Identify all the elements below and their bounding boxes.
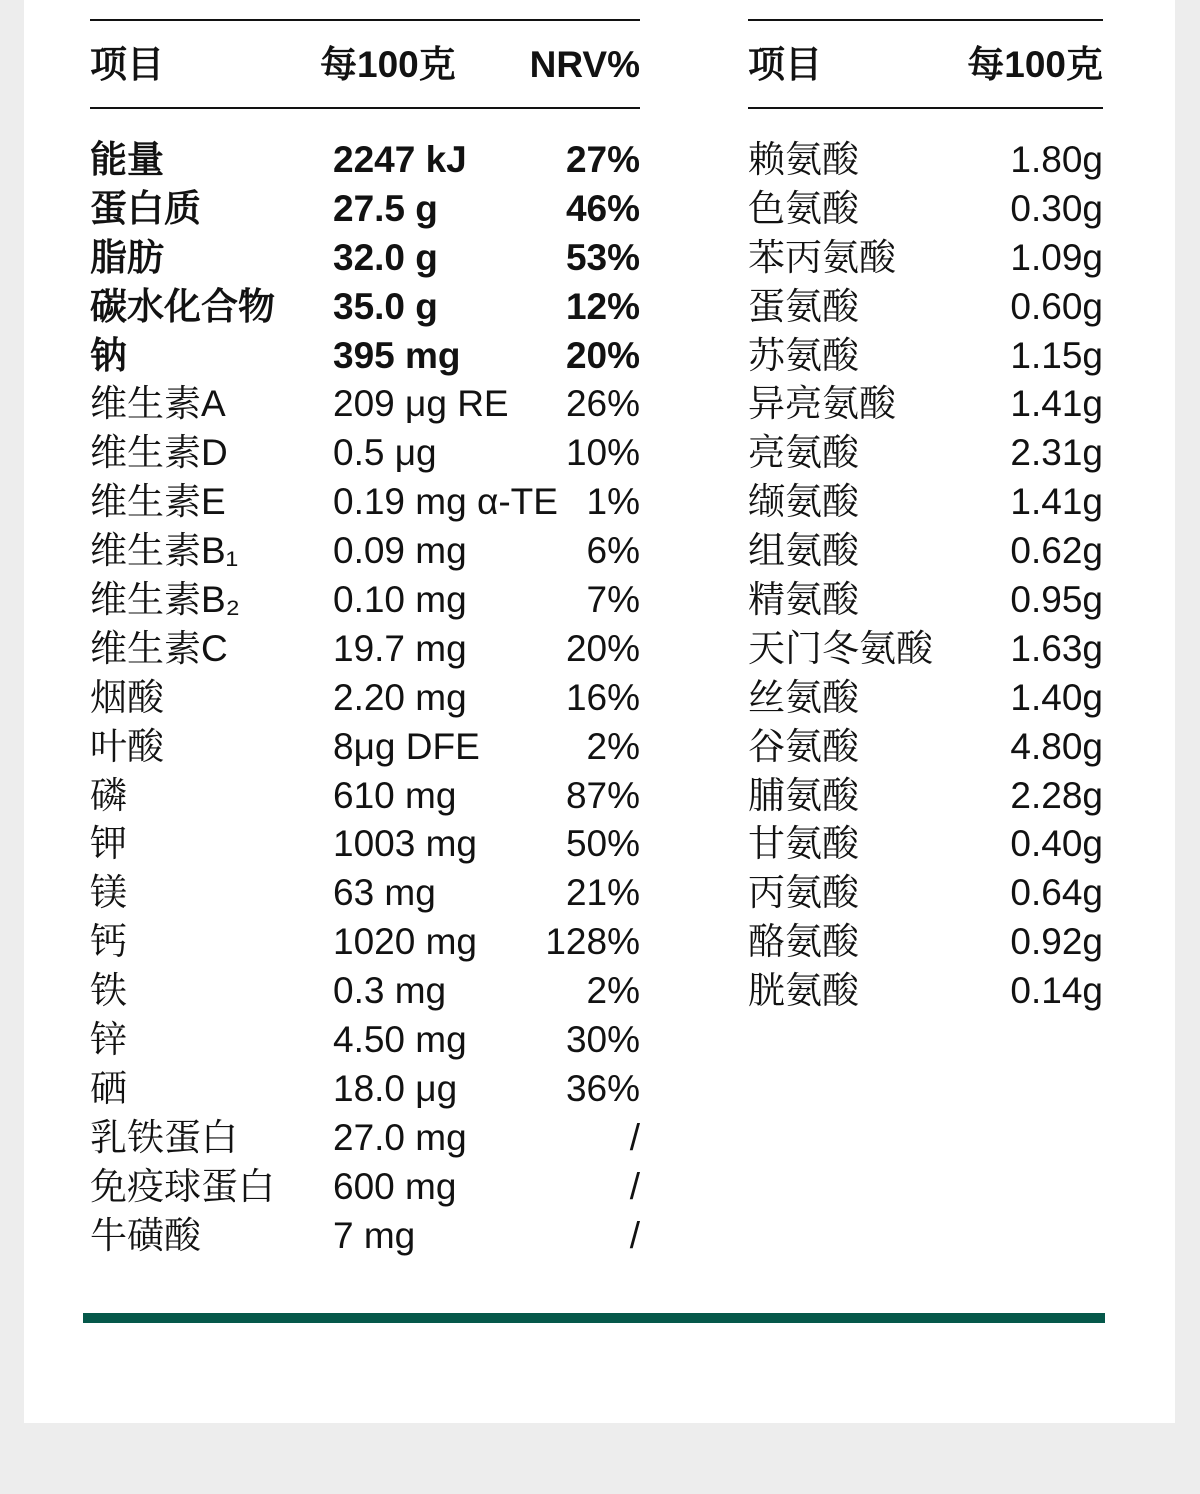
- nutrient-nrv-cell: 50%: [565, 823, 640, 865]
- amino-acid-name-cell: 色氨酸: [748, 187, 859, 229]
- table-row: [748, 624, 1103, 673]
- table-row: [90, 1015, 640, 1064]
- nutrient-nrv-cell: 27%: [565, 138, 640, 180]
- amino-acid-value-cell: 1.40g: [1010, 676, 1103, 718]
- table-row: [748, 575, 1103, 624]
- table-row: [748, 868, 1103, 917]
- table-row: [90, 1064, 640, 1113]
- amino-acid-name-cell: 脯氨酸: [748, 774, 859, 816]
- table-row: [748, 477, 1103, 526]
- table-row: [90, 1113, 640, 1162]
- nutrient-nrv-cell: 7%: [586, 578, 640, 620]
- nutrient-nrv-cell: 20%: [565, 334, 640, 376]
- amino-acid-name-cell: 天门冬氨酸: [748, 627, 933, 669]
- header-nrv: NRV%: [529, 43, 640, 85]
- nutrient-name-cell: 维生素B₂: [90, 578, 241, 620]
- page-gutter-left: [0, 0, 24, 1423]
- nutrient-name-cell: 维生素A: [90, 383, 226, 425]
- amino-acid-name-cell: 组氨酸: [748, 530, 859, 572]
- nutrient-name-cell: 蛋白质: [90, 187, 201, 229]
- amino-acid-name-cell: 赖氨酸: [748, 138, 859, 180]
- nutrient-value-cell: 27.0 mg: [333, 1116, 467, 1158]
- nutrient-value-cell: 18.0 μg: [333, 1067, 458, 1109]
- amino-acid-value-cell: 1.15g: [1010, 334, 1103, 376]
- table-row: [90, 722, 640, 771]
- table-row: [748, 428, 1103, 477]
- table-row: [90, 379, 640, 428]
- nutrient-name-cell: 镁: [90, 872, 127, 914]
- table-row: [748, 771, 1103, 820]
- amino-acid-value-cell: 1.80g: [1010, 138, 1103, 180]
- nutrient-nrv-cell: 1%: [586, 481, 640, 523]
- table-row: [90, 526, 640, 575]
- nutrient-value-cell: 8μg DFE: [333, 725, 480, 767]
- nutrient-nrv-cell: 12%: [565, 285, 640, 327]
- nutrient-nrv-cell: /: [629, 1165, 640, 1207]
- amino-acid-name-cell: 异亮氨酸: [748, 383, 896, 425]
- table-row: [90, 331, 640, 380]
- nutrient-value-cell: 4.50 mg: [333, 1018, 467, 1060]
- nutrient-value-cell: 0.19 mg α-TE: [333, 481, 558, 523]
- nutrient-name-cell: 叶酸: [90, 725, 164, 767]
- amino-acid-value-cell: 0.30g: [1010, 187, 1103, 229]
- amino-acid-value-cell: 1.63g: [1010, 627, 1103, 669]
- amino-acid-value-cell: 0.92g: [1010, 921, 1103, 963]
- amino-acid-value-cell: 1.09g: [1010, 236, 1103, 278]
- nutrient-name-cell: 钾: [90, 823, 127, 865]
- nutrient-value-cell: 0.3 mg: [333, 970, 447, 1012]
- nutrient-name-cell: 锌: [90, 1018, 127, 1060]
- nutrient-name-cell: 能量: [90, 138, 164, 180]
- header-item: 项目: [748, 43, 822, 85]
- nutrient-value-cell: 1020 mg: [333, 921, 477, 963]
- nutrient-name-cell: 维生素D: [90, 432, 228, 474]
- nutrient-name-cell: 烟酸: [90, 676, 164, 718]
- divider-accent-bar: [83, 1313, 1105, 1323]
- amino-acid-name-cell: 丝氨酸: [748, 676, 859, 718]
- table-row: [90, 1211, 640, 1260]
- table-row: [748, 184, 1103, 233]
- amino-acid-value-cell: 0.64g: [1010, 872, 1103, 914]
- nutrient-name-cell: 钠: [90, 334, 127, 376]
- table-row: [748, 673, 1103, 722]
- nutrition-table-body: [90, 109, 640, 1259]
- amino-acid-value-cell: 0.95g: [1010, 578, 1103, 620]
- nutrient-name-cell: 维生素E: [90, 481, 226, 523]
- amino-acid-value-cell: 0.40g: [1010, 823, 1103, 865]
- table-row: [90, 575, 640, 624]
- table-row: [748, 966, 1103, 1015]
- nutrient-value-cell: 32.0 g: [333, 236, 438, 278]
- page-gutter-bottom: [0, 1423, 1200, 1494]
- table-row: [748, 526, 1103, 575]
- nutrient-name-cell: 牛磺酸: [90, 1214, 201, 1256]
- table-row: [90, 966, 640, 1015]
- nutrient-value-cell: 7 mg: [333, 1214, 416, 1256]
- amino-acid-value-cell: 1.41g: [1010, 481, 1103, 523]
- amino-acid-table-body: [748, 109, 1103, 1015]
- header-item: 项目: [90, 43, 164, 85]
- table-row: [748, 331, 1103, 380]
- table-row: [90, 477, 640, 526]
- nutrient-value-cell: 27.5 g: [333, 187, 438, 229]
- header-per100g: 每100克: [967, 43, 1103, 85]
- nutrient-name-cell: 铁: [90, 970, 127, 1012]
- nutrient-nrv-cell: /: [629, 1214, 640, 1256]
- table-row: [748, 135, 1103, 184]
- amino-acid-name-cell: 苏氨酸: [748, 334, 859, 376]
- amino-acid-table-header-row: [748, 21, 1103, 107]
- nutrient-nrv-cell: 6%: [586, 530, 640, 572]
- nutrient-nrv-cell: /: [629, 1116, 640, 1158]
- amino-acid-name-cell: 酪氨酸: [748, 921, 859, 963]
- nutrient-nrv-cell: 36%: [565, 1067, 640, 1109]
- table-row: [748, 722, 1103, 771]
- nutrient-value-cell: 209 μg RE: [333, 383, 509, 425]
- nutrient-name-cell: 免疫球蛋白: [90, 1165, 275, 1207]
- nutrient-name-cell: 维生素C: [90, 627, 228, 669]
- table-row: [90, 135, 640, 184]
- table-row: [748, 282, 1103, 331]
- nutrient-name-cell: 乳铁蛋白: [90, 1116, 238, 1158]
- nutrient-value-cell: 2.20 mg: [333, 676, 467, 718]
- nutrient-value-cell: 0.10 mg: [333, 578, 467, 620]
- nutrient-name-cell: 碳水化合物: [90, 285, 275, 327]
- amino-acid-name-cell: 缬氨酸: [748, 481, 859, 523]
- amino-acid-value-cell: 2.28g: [1010, 774, 1103, 816]
- amino-acid-name-cell: 丙氨酸: [748, 872, 859, 914]
- nutrient-nrv-cell: 128%: [545, 921, 640, 963]
- nutrient-value-cell: 63 mg: [333, 872, 436, 914]
- nutrient-nrv-cell: 30%: [565, 1018, 640, 1060]
- nutrient-value-cell: 610 mg: [333, 774, 457, 816]
- table-row: [90, 233, 640, 282]
- amino-acid-name-cell: 苯丙氨酸: [748, 236, 896, 278]
- page-gutter-right: [1175, 0, 1200, 1423]
- nutrient-value-cell: 35.0 g: [333, 285, 438, 327]
- nutrient-nrv-cell: 16%: [565, 676, 640, 718]
- nutrient-name-cell: 脂肪: [90, 236, 164, 278]
- nutrient-nrv-cell: 21%: [565, 872, 640, 914]
- table-row: [90, 673, 640, 722]
- header-per100g: 每100克: [320, 43, 456, 85]
- nutrition-table: [90, 19, 640, 1259]
- nutrient-value-cell: 1003 mg: [333, 823, 477, 865]
- nutrient-value-cell: 0.09 mg: [333, 530, 467, 572]
- table-row: [90, 624, 640, 673]
- nutrient-nrv-cell: 20%: [565, 627, 640, 669]
- nutrient-value-cell: 600 mg: [333, 1165, 457, 1207]
- amino-acid-name-cell: 蛋氨酸: [748, 285, 859, 327]
- table-row: [748, 917, 1103, 966]
- amino-acid-name-cell: 亮氨酸: [748, 432, 859, 474]
- nutrient-nrv-cell: 46%: [565, 187, 640, 229]
- amino-acid-value-cell: 0.60g: [1010, 285, 1103, 327]
- amino-acid-table: [748, 19, 1103, 1015]
- nutrient-nrv-cell: 26%: [565, 383, 640, 425]
- amino-acid-name-cell: 胱氨酸: [748, 970, 859, 1012]
- nutrient-name-cell: 钙: [90, 921, 127, 963]
- nutrient-nrv-cell: 2%: [586, 725, 640, 767]
- nutrient-nrv-cell: 87%: [565, 774, 640, 816]
- table-row: [748, 379, 1103, 428]
- amino-acid-value-cell: 2.31g: [1010, 432, 1103, 474]
- table-row: [90, 771, 640, 820]
- table-row: [748, 233, 1103, 282]
- amino-acid-value-cell: 1.41g: [1010, 383, 1103, 425]
- table-row: [90, 184, 640, 233]
- amino-acid-value-cell: 4.80g: [1010, 725, 1103, 767]
- nutrient-nrv-cell: 10%: [565, 432, 640, 474]
- amino-acid-name-cell: 精氨酸: [748, 578, 859, 620]
- table-row: [90, 917, 640, 966]
- nutrient-nrv-cell: 53%: [565, 236, 640, 278]
- nutrient-name-cell: 磷: [90, 774, 127, 816]
- table-row: [748, 819, 1103, 868]
- nutrient-value-cell: 395 mg: [333, 334, 461, 376]
- amino-acid-value-cell: 0.14g: [1010, 970, 1103, 1012]
- table-row: [90, 1162, 640, 1211]
- nutrient-name-cell: 维生素B₁: [90, 530, 239, 572]
- amino-acid-value-cell: 0.62g: [1010, 530, 1103, 572]
- nutrient-name-cell: 硒: [90, 1067, 127, 1109]
- table-row: [90, 428, 640, 477]
- table-row: [90, 819, 640, 868]
- amino-acid-name-cell: 甘氨酸: [748, 823, 859, 865]
- nutrient-value-cell: 0.5 μg: [333, 432, 437, 474]
- nutrient-nrv-cell: 2%: [586, 970, 640, 1012]
- nutrient-value-cell: 19.7 mg: [333, 627, 467, 669]
- nutrition-table-header-row: [90, 21, 640, 107]
- nutrient-value-cell: 2247 kJ: [333, 138, 467, 180]
- amino-acid-name-cell: 谷氨酸: [748, 725, 859, 767]
- table-row: [90, 868, 640, 917]
- table-row: [90, 282, 640, 331]
